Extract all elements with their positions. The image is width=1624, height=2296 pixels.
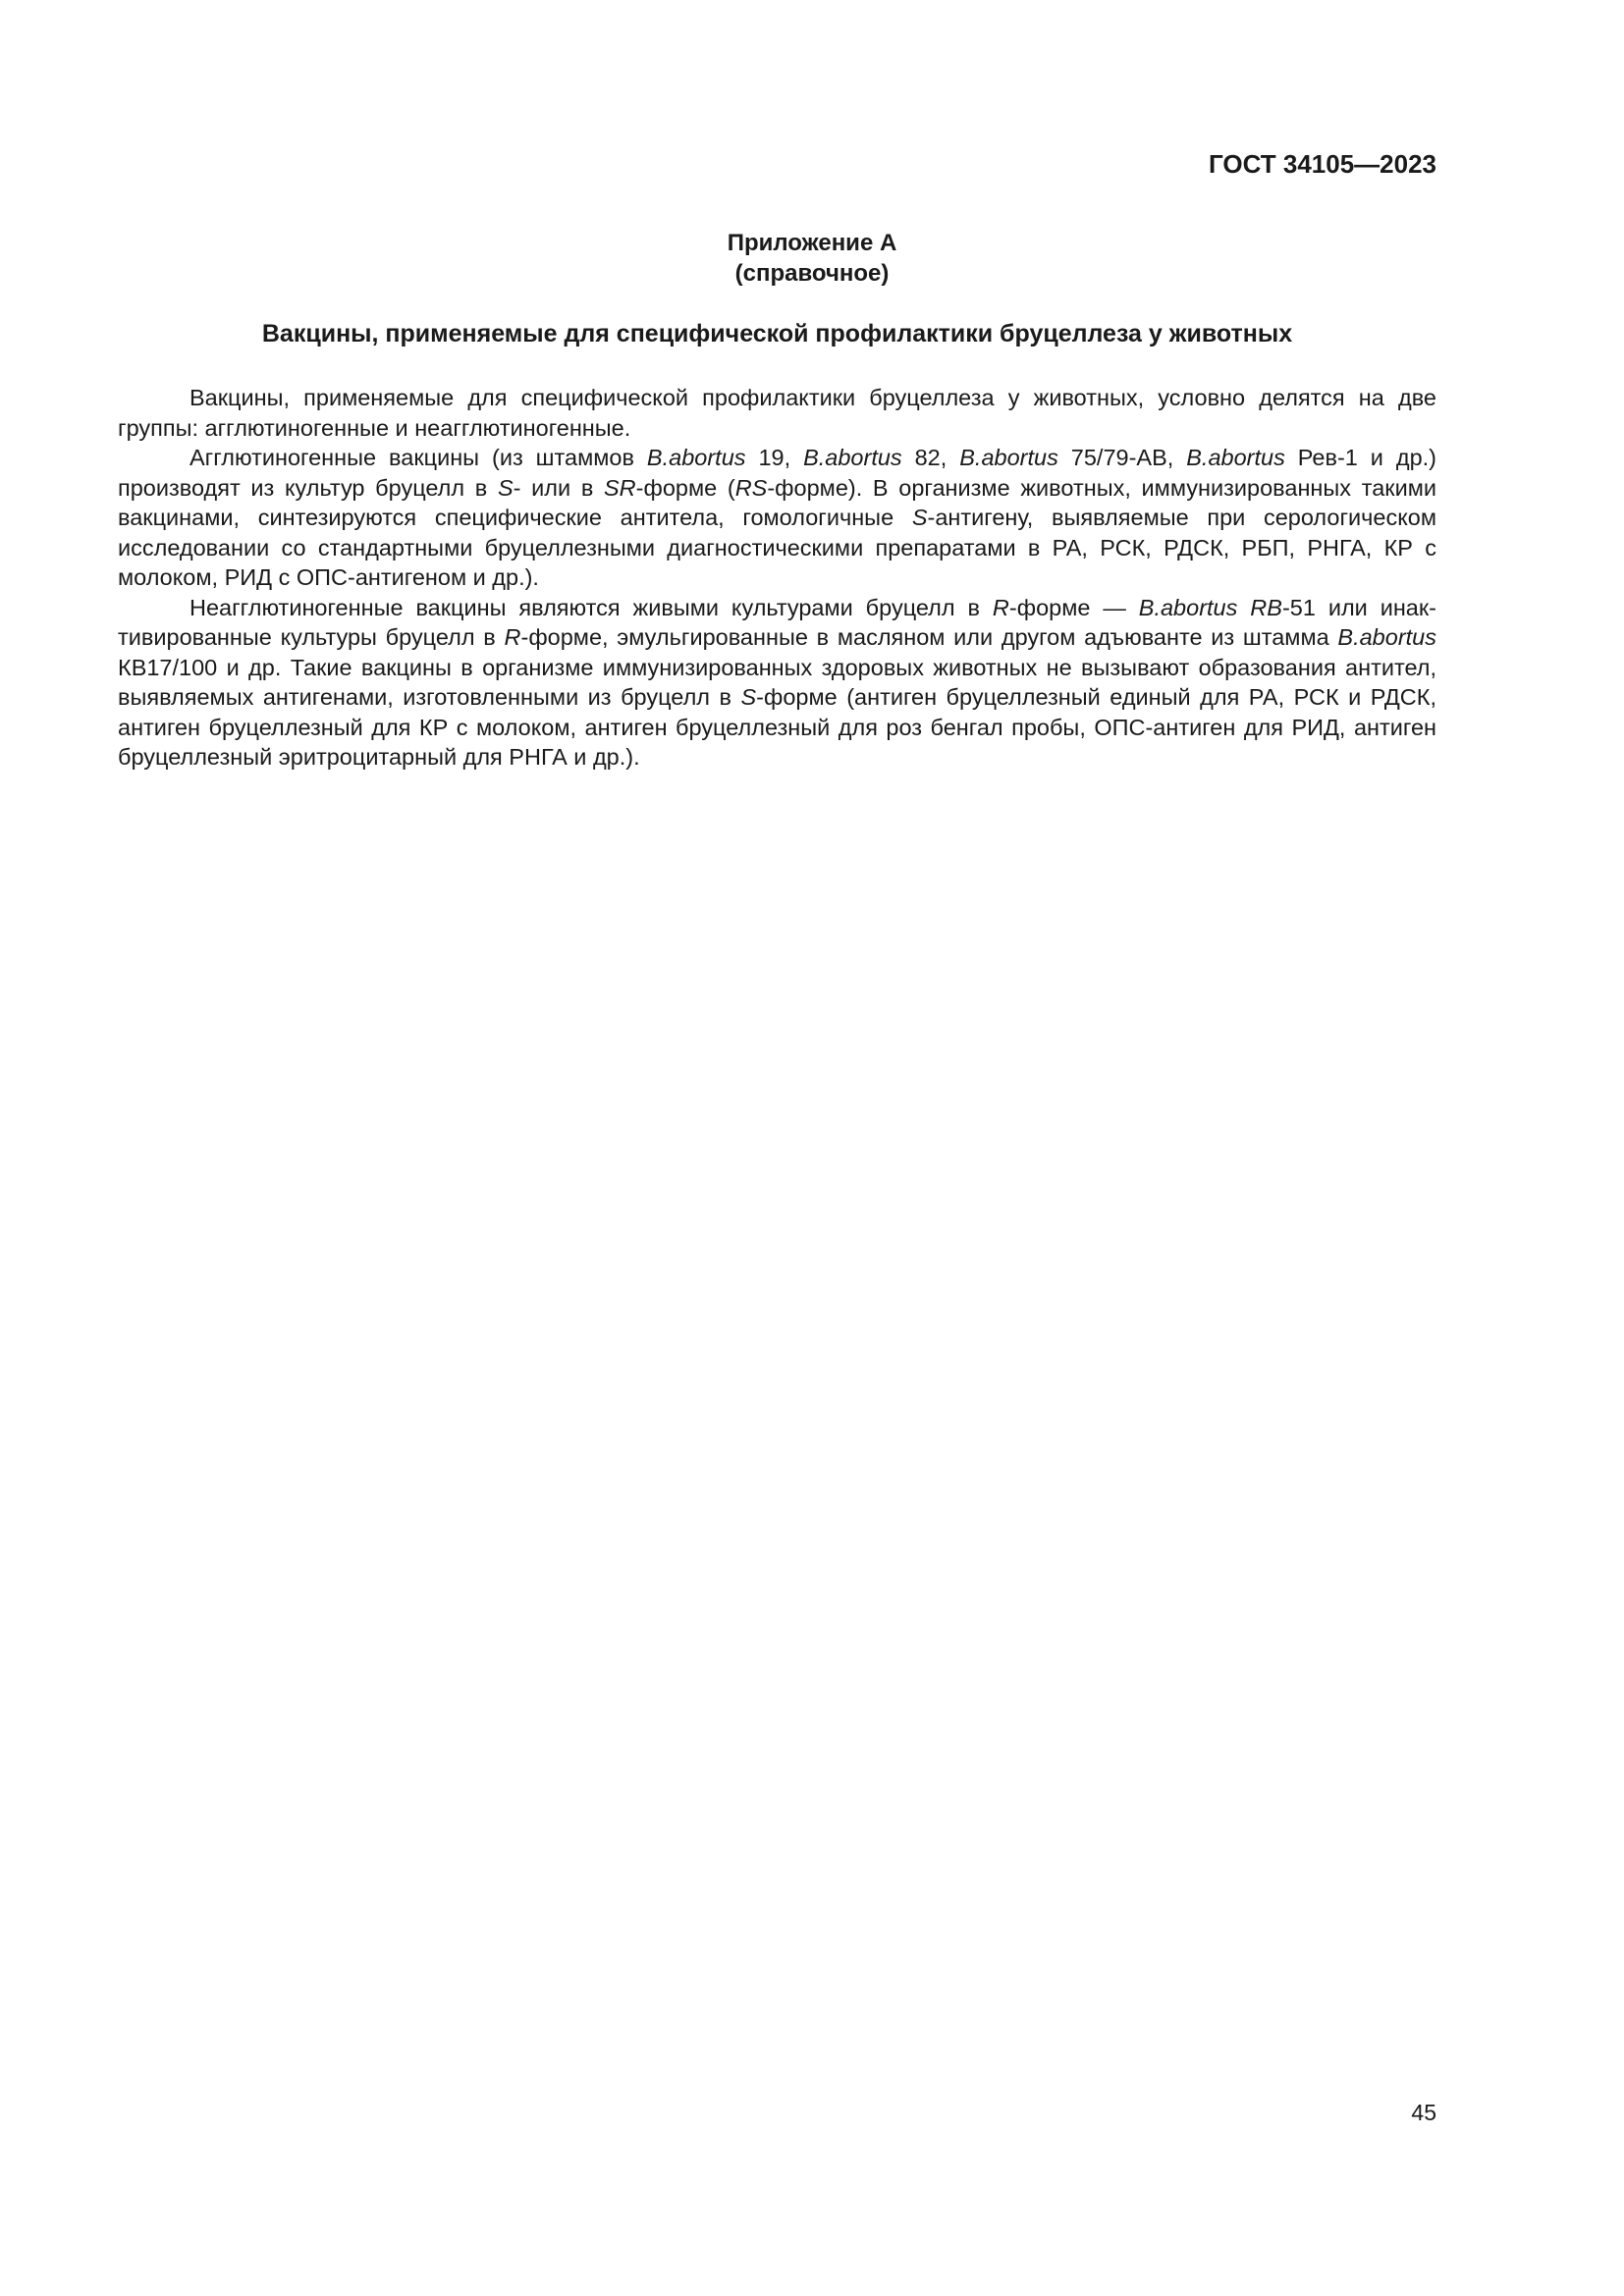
italic-term: B.abortus: [959, 445, 1058, 470]
italic-term: R: [504, 624, 521, 650]
italic-term: S: [911, 505, 928, 530]
text-run: -антигену, выявляемые при серологическом исследовании со стандартными бруцеллезными диагностическими препаратами в РА, РСК, РДСК, РБП, РНГА, КР с молоком, РИД с ОПС-антигеном и др.).: [118, 505, 1436, 590]
text-run: -форме (антиген бруцеллезный единый для РА, РСК и РДСК, антиген бруцеллезный для КР с молоком, антиген бруцеллезный для роз бенгал пробы, ОПС-антиген для РИД, антиген бруцеллезный эритроцитарный для РНГА и др.).: [118, 684, 1436, 770]
italic-term: B.abortus RB: [1138, 594, 1282, 620]
paragraph: [118, 383, 1436, 443]
text-run: 75/79-АВ,: [1057, 445, 1187, 470]
page-number: 45: [1411, 2100, 1436, 2125]
text-run: 82,: [901, 445, 960, 470]
annex-label: Приложение А: [727, 230, 897, 256]
paragraph: [118, 443, 1436, 593]
italic-term: B.abortus: [803, 445, 902, 470]
italic-term: B.abortus: [646, 445, 746, 470]
italic-term: S: [497, 474, 514, 501]
italic-term: S: [740, 684, 757, 710]
annex-status: (справочное): [734, 260, 890, 287]
text-run: Агглютиногенные вакцины (из штаммов: [189, 445, 647, 470]
annex-body: [118, 383, 1436, 773]
text-run: Рев-1 и др.) производят из культур бруцелл в: [118, 445, 1437, 501]
text-run: 19,: [745, 445, 804, 470]
paragraph: [118, 593, 1436, 773]
text-run: -форме). В организме животных, иммунизированных такими вакцинами, синтезируются специфические антитела, гомологичные: [118, 474, 1436, 530]
italic-term: B.abortus: [1337, 624, 1436, 650]
italic-term: B.abortus: [1186, 445, 1285, 470]
annex-title: Вакцины, применяемые для специфической профилактики бруцеллеза у животных: [261, 320, 1293, 347]
text-run: -51 или инактивированные культуры бруцелл в: [118, 594, 1436, 650]
italic-term: RS: [734, 474, 768, 501]
text-run: -форме, эмульгированные в масляном или другом адъюванте из штамма: [520, 624, 1338, 650]
text-run: Неагглютиногенные вакцины являются живыми культурами бруцелл в: [189, 594, 993, 620]
text-run: Вакцины, применяемые для специфической профилактики бруцеллеза у животных, условно делятся на две группы: агглютиногенные и неагглютиногенные.: [118, 385, 1436, 441]
standard-id: ГОСТ 34105—2023: [1209, 149, 1436, 179]
text-run: КВ17/100 и др. Такие вакцины в организме иммунизированных здоровых животных не вызывают образования антител, выявляемых антигенами, изготовленными из бруцелл в: [118, 654, 1436, 710]
text-run: - или в: [513, 474, 604, 501]
text-run: -форме —: [1008, 594, 1139, 620]
text-run: -форме (: [635, 474, 735, 501]
italic-term: R: [992, 594, 1009, 620]
annex-heading: [0, 228, 1624, 289]
italic-term: SR: [604, 474, 636, 501]
